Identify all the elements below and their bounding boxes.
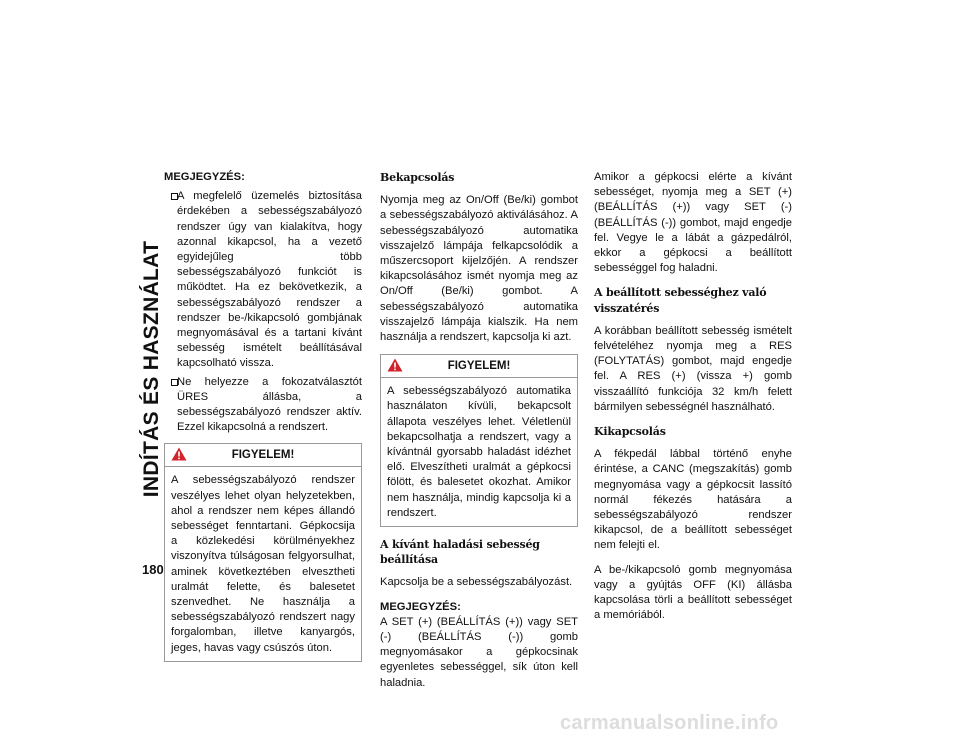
- column-1: [164, 170, 362, 672]
- warning-header: [381, 355, 577, 378]
- warning-text: A sebességszabályozó automatika használaton kívüli, bekapcsolt állapota veszélyes lehet. Véletlenül bekapcsolhatja a rendszert, vagy a kívántnál gyorsabb haladást idézhet elő. Elveszítheti uralmát a gépkocsi fölött, és balesetet okozhat. Amikor nem használja, mindig kapcsolja ki a rendszert.: [387, 385, 571, 519]
- list-item-text: Ne helyezze a fokozatválasztót ÜRES állásba, a sebességszabályozó rendszer aktív. Ezzel kikapcsolná a rendszert.: [177, 375, 362, 434]
- square-bullet-icon: [171, 193, 178, 200]
- paragraph: Amikor a gépkocsi elérte a kívánt sebességet, nyomja meg a SET (+) (BEÁLLÍTÁS (+)) vagy SET (-) (BEÁLLÍTÁS (-)) gombot, majd engedje fel. Vegye le a lábát a gázpedálról, ekkor a gépkocsi a beállított sebességgel fog haladni.: [594, 171, 792, 275]
- warning-box: [164, 443, 362, 661]
- section-heading: Kikapcsolás: [594, 425, 666, 439]
- note-heading: MEGJEGYZÉS:: [164, 171, 245, 183]
- note-text: A SET (+) (BEÁLLÍTÁS (+)) vagy SET (-) (BEÁLLÍTÁS (-)) gomb megnyomásakor a gépkocsinak egyenletes sebességgel, sík úton kell haladnia.: [380, 615, 578, 689]
- column-2: [380, 170, 578, 700]
- list-item: [164, 375, 362, 436]
- paragraph: A korábban beállított sebesség ismételt felvételéhez nyomja meg a RES (FOLYTATÁS) gombot, majd engedje fel. A RES (+) (vissza +) gomb visszaállító funkciója 32 km/h felett bármilyen sebességnél használható.: [594, 324, 792, 413]
- side-section-title: [142, 172, 162, 566]
- warning-text: A sebességszabályozó rendszer veszélyes lehet olyan helyzetekben, ahol a rendszer nem képes állandó sebességet fenntartani. Gépkocsija a közlekedési körülményekhez viszonyítva túlságosan felgyorsulhat, aminek következtében elvesztheti uralmát felette, és balesetet szenvedhet. Ne használja a sebességszabályozó rendszert nagy forgalomban, illetve kanyargós, jeges, havas vagy csúszós úton.: [171, 474, 355, 654]
- page-number: 180: [142, 562, 164, 577]
- paragraph: A be-/kikapcsoló gomb megnyomása vagy a gyújtás OFF (KI) állásba kapcsolása törli a beállított sebességet a memóriából.: [594, 563, 792, 622]
- paragraph: Kapcsolja be a sebességszabályozást.: [380, 576, 573, 589]
- warning-title: FIGYELEM!: [447, 360, 511, 373]
- column-3: [594, 170, 792, 632]
- section-heading: A beállított sebességhez való visszatérés: [594, 286, 767, 315]
- warning-header: [165, 444, 361, 467]
- list-item: [164, 189, 362, 371]
- section-heading: Bekapcsolás: [380, 171, 455, 184]
- list-item-text: A megfelelő üzemelés biztosítása érdekében a sebességszabályozó rendszer úgy van kialakítva, hogy azonnal kikapcsol, ha a vezető egyidejűleg több sebességszabályozó funkciót is működtet. Ha ez bekövetkezik, a sebességszabályozó rendszer a rendszer be-/kikapcsoló gombjának megnyomásával és a tartani kívánt sebesség ismételt beállításával kapcsolható vissza.: [177, 190, 362, 370]
- side-title-text: INDÍTÁS ÉS HASZNÁLAT: [140, 240, 163, 498]
- warning-title: FIGYELEM!: [231, 449, 295, 462]
- warning-box: [380, 354, 578, 527]
- footer-watermark: carmanualsonline.info: [560, 712, 779, 734]
- square-bullet-icon: [171, 379, 178, 386]
- paragraph: A fékpedál lábbal történő enyhe érintése, a CANC (megszakítás) gomb megnyomása vagy a gépkocsit lassító normál fékezés hatására a sebességszabályozó rendszer kikapcsol, de a beállított sebességet nem felejti el.: [594, 448, 792, 552]
- paragraph: Nyomja meg az On/Off (Be/ki) gombot a sebességszabályozó aktiválásához. A sebességszabályozó automatika visszajelző lámpája felkapcsolódik a műszercsoport kijelzőjén. A rendszer kikapcsolásához ismét nyomja meg az On/Off (Be/ki) gombot. A sebességszabályozó automatika visszajelző lámpája kialszik. Ha nem használja a rendszert, kapcsolja ki azt.: [380, 194, 578, 344]
- section-heading: A kívánt haladási sebesség beállítása: [380, 538, 540, 567]
- note-list: [164, 189, 362, 435]
- note-heading: MEGJEGYZÉS:: [380, 600, 461, 613]
